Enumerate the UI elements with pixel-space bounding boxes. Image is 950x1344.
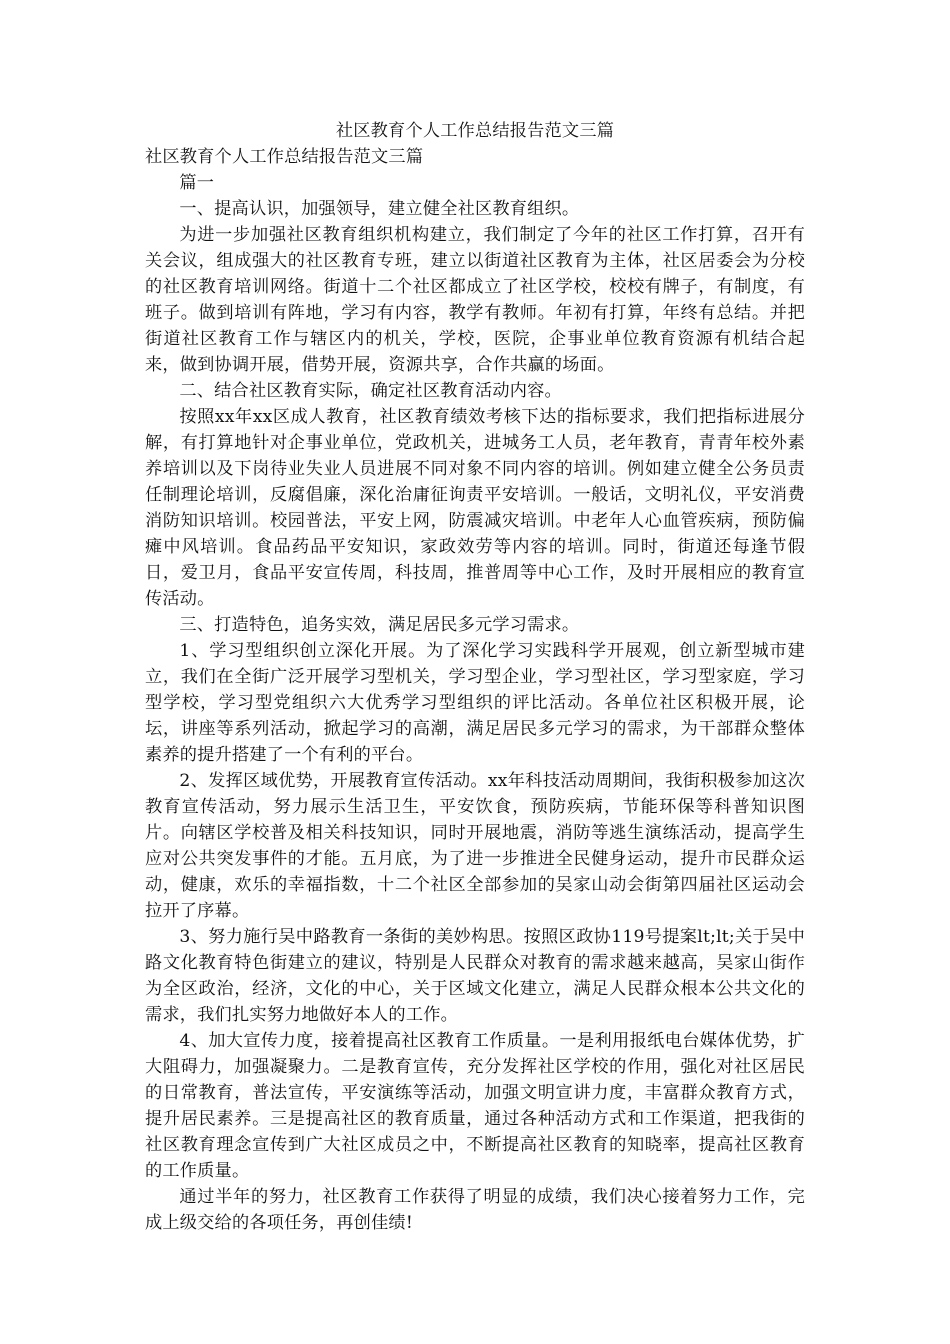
paragraph: 1、学习型组织创立深化开展。为了深化学习实践科学开展观，创立新型城市建立，我们在全街广泛开展学习型机关，学习型企业，学习型社区，学习型家庭，学习型学校，学习型党组织六大优秀学习型组织的评比活动。各单位社区积极开展，论坛，讲座等系列活动，掀起学习的高潮，满足居民多元学习的需求，为干部群众整体素养的提升搭建了一个有利的平台。 [145, 641, 805, 765]
heading-section-three: 三、打造特色，追务实效，满足居民多元学习需求。 [179, 615, 580, 635]
paragraph: 4、加大宣传力度，接着提高社区教育工作质量。一是利用报纸电台媒体优势，扩大阻碍力，加强凝聚力。二是教育宣传，充分发挥社区学校的作用，强化对社区居民的日常教育，普法宣传，平安演练等活动，加强文明宣讲力度，丰富群众教育方式，提升居民素养。三是提高社区的教育质量，通过各种活动方式和工作渠道，把我街的社区教育理念宣传到广大社区成员之中，不断提高社区教育的知晓率，提高社区教育的工作质量。 [145, 1031, 805, 1181]
paragraph: 2、发挥区域优势，开展教育宣传活动。xx年科技活动周期间，我街积极参加这次教育宣传活动，努力展示生活卫生，平安饮食，预防疾病，节能环保等科普知识图片。向辖区学校普及相关科技知识，同时开展地震，消防等逃生演练活动，提高学生应对公共突发事件的才能。五月底，为了进一步推进全民健身运动，提升市民群众运动，健康，欢乐的幸福指数，十二个社区全部参加的吴家山动会街第四届社区运动会拉开了序幕。 [145, 771, 805, 921]
document-subtitle: 社区教育个人工作总结报告范文三篇 [145, 147, 424, 167]
closing-paragraph: 通过半年的努力，社区教育工作获得了明显的成绩，我们决心接着努力工作，完成上级交给的各项任务，再创佳绩! [145, 1187, 805, 1233]
heading-section-one: 一、提高认识，加强领导，建立健全社区教育组织。 [179, 199, 580, 219]
document-body [145, 118, 805, 1236]
paragraph: 按照xx年xx区成人教育，社区教育绩效考核下达的指标要求，我们把指标进展分解，有打算地针对企事业单位，党政机关，进城务工人员，老年教育，青青年校外素养培训以及下岗待业失业人员进展不同对象不同内容的培训。例如建立健全公务员责任制理论培训，反腐倡廉，深化治庸征询责平安培训。一般话，文明礼仪，平安消费消防知识培训。校园普法，平安上网，防震减灾培训。中老年人心血管疾病，预防偏瘫中风培训。食品药品平安知识，家政效劳等内容的培训。同时，街道还每逢节假日，爱卫月，食品平安宣传周，科技周，推普周等中心工作，及时开展相应的教育宣传活动。 [145, 407, 805, 609]
paragraph: 3、努力施行吴中路教育一条街的美妙构思。按照区政协119号提案lt;lt;关于吴中路文化教育特色街建立的建议，特别是人民群众对教育的需求越来越高，吴家山街作为全区政治，经济，文化的中心，关于区域文化建立，满足人民群众根本公共文化的需求，我们扎实努力地做好本人的工作。 [145, 927, 805, 1025]
paragraph: 为进一步加强社区教育组织机构建立，我们制定了今年的社区工作打算，召开有关会议，组成强大的社区教育专班，建立以街道社区教育为主体，社区居委会为分校的社区教育培训网络。街道十二个社区都成立了社区学校，校校有牌子，有制度，有班子。做到培训有阵地，学习有内容，教学有教师。年初有打算，年终有总结。并把街道社区教育工作与辖区内的机关，学校，医院，企事业单位教育资源有机结合起来，做到协调开展，借势开展，资源共享，合作共赢的场面。 [145, 225, 805, 375]
section-label-part-one: 篇一 [179, 173, 215, 193]
document-title: 社区教育个人工作总结报告范文三篇 [335, 121, 615, 141]
heading-section-two: 二、结合社区教育实际，确定社区教育活动内容。 [179, 381, 562, 401]
